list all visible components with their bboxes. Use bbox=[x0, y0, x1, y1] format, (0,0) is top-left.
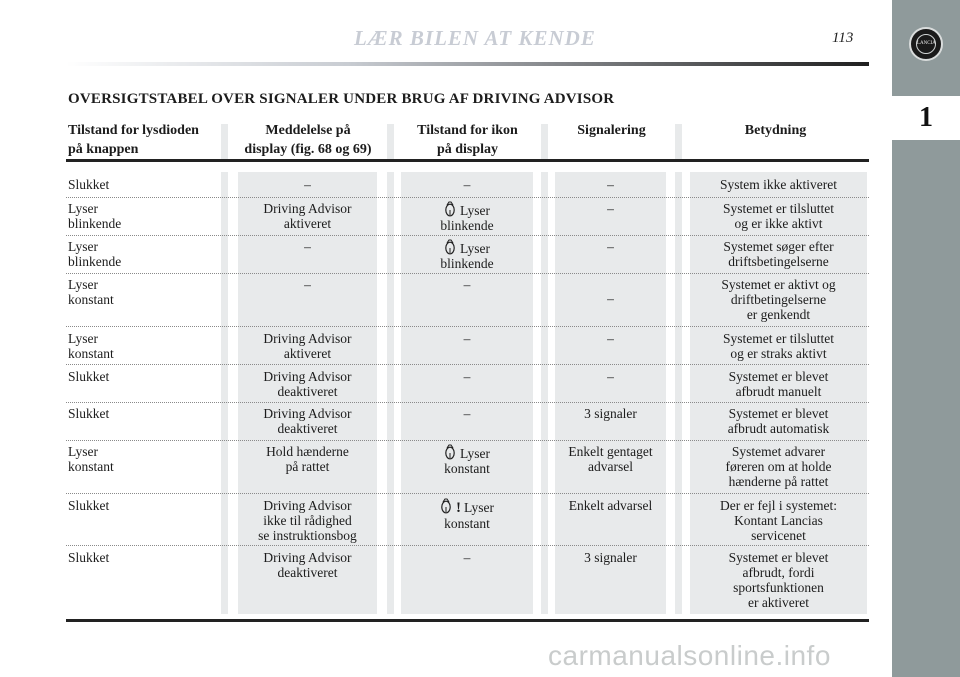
cell-line bbox=[401, 444, 533, 461]
cell-text: Driving Advisor bbox=[263, 201, 352, 216]
cell-text: Slukket bbox=[68, 406, 110, 421]
cell-text: Systemet advarer bbox=[731, 444, 826, 459]
cell-line bbox=[555, 550, 666, 565]
row-divider bbox=[66, 545, 869, 546]
icon-state-cell bbox=[401, 177, 533, 192]
chapter-tab bbox=[892, 0, 960, 677]
signal-cell bbox=[555, 369, 666, 384]
meaning-cell bbox=[690, 239, 867, 269]
column-header-line: Tilstand for lysdioden bbox=[68, 123, 199, 138]
chapter-tab-bottom bbox=[892, 140, 960, 677]
meaning-cell bbox=[690, 444, 867, 489]
cell-line bbox=[68, 239, 218, 254]
led-state-cell bbox=[68, 369, 218, 384]
cell-line bbox=[690, 369, 867, 384]
meaning-cell bbox=[690, 550, 867, 610]
column-separator bbox=[221, 172, 228, 614]
icon-state-cell bbox=[401, 444, 533, 476]
cell-text: Kontant Lancias bbox=[734, 513, 823, 528]
display-message-cell bbox=[238, 331, 377, 361]
cell-line bbox=[555, 406, 666, 421]
row-divider bbox=[66, 364, 869, 365]
display-message-cell bbox=[238, 277, 377, 292]
cell-text: Driving Advisor bbox=[263, 331, 352, 346]
cell-text: – bbox=[607, 177, 614, 192]
cell-line bbox=[68, 498, 218, 513]
cell-text: blinkende bbox=[440, 218, 494, 233]
cell-text: Lyser bbox=[68, 277, 98, 292]
column-header-line: på display bbox=[436, 142, 499, 157]
cell-text: Driving Advisor bbox=[263, 406, 352, 421]
cell-text: Systemet er blevet bbox=[728, 406, 829, 421]
cell-text: og er straks aktivt bbox=[730, 346, 827, 361]
cell-line bbox=[555, 331, 666, 346]
cell-line bbox=[401, 369, 533, 384]
cell-line bbox=[555, 291, 666, 306]
cell-text: driftbetingelserne bbox=[730, 292, 827, 307]
signal-cell bbox=[555, 201, 666, 216]
cell-text: Systemet er tilsluttet bbox=[723, 201, 834, 216]
cell-text: Slukket bbox=[68, 550, 110, 565]
cell-text: blinkende bbox=[68, 216, 122, 231]
cell-line bbox=[401, 406, 533, 421]
header-separator bbox=[675, 124, 682, 160]
column-header-signal bbox=[548, 121, 675, 140]
cell-text: på rattet bbox=[285, 459, 330, 474]
cell-line bbox=[401, 461, 533, 476]
led-state-cell bbox=[68, 406, 218, 421]
cell-text: Der er fejl i systemet: bbox=[720, 498, 837, 513]
display-message-cell bbox=[238, 369, 377, 399]
cell-text: Systemet er blevet bbox=[728, 369, 829, 384]
cell-text: Lyser bbox=[460, 446, 490, 461]
cell-text: konstant bbox=[68, 346, 114, 361]
cell-line bbox=[690, 444, 867, 459]
column-header-line: display (fig. 68 og 69) bbox=[244, 142, 372, 157]
signal-cell bbox=[555, 406, 666, 421]
cell-text: – bbox=[607, 331, 614, 346]
cell-line bbox=[401, 516, 533, 531]
cell-text: deaktiveret bbox=[277, 565, 338, 580]
chapter-tab-top bbox=[892, 0, 960, 96]
column-header-meaning bbox=[682, 121, 869, 140]
column-header-line: på knappen bbox=[68, 142, 139, 157]
row-divider bbox=[66, 402, 869, 403]
fault-exclamation-icon: ! bbox=[456, 500, 461, 516]
cell-line bbox=[238, 550, 377, 565]
signal-cell bbox=[555, 177, 666, 192]
cell-line bbox=[690, 177, 867, 192]
cell-line bbox=[401, 218, 533, 233]
display-message-cell bbox=[238, 444, 377, 474]
cell-line bbox=[690, 406, 867, 421]
cell-line bbox=[690, 421, 867, 436]
cell-line bbox=[401, 277, 533, 292]
cell-text: Lyser bbox=[68, 201, 98, 216]
cell-line bbox=[68, 277, 218, 292]
cell-line bbox=[690, 384, 867, 399]
cell-line bbox=[401, 177, 533, 192]
cell-text: konstant bbox=[68, 459, 114, 474]
cell-line bbox=[690, 528, 867, 543]
column-header-led-state bbox=[68, 121, 223, 159]
column-header-line: Signalering bbox=[577, 123, 646, 138]
table-title: OVERSIGTSTABEL OVER SIGNALER UNDER BRUG AF DRIVING ADVISOR bbox=[68, 91, 615, 107]
cell-text: Slukket bbox=[68, 369, 110, 384]
cell-text: Driving Advisor bbox=[263, 498, 352, 513]
cell-text: Driving Advisor bbox=[263, 550, 352, 565]
column-separator bbox=[387, 172, 394, 614]
cell-text: – bbox=[463, 177, 471, 192]
row-divider bbox=[66, 235, 869, 236]
cell-text: Systemet er tilsluttet bbox=[723, 331, 834, 346]
steering-hand-icon bbox=[444, 446, 460, 461]
cell-text: Systemet er blevet bbox=[728, 550, 829, 565]
column-separator bbox=[541, 172, 548, 614]
cell-line bbox=[68, 177, 218, 192]
cell-line bbox=[68, 550, 218, 565]
cell-text: – bbox=[304, 239, 311, 254]
cell-line bbox=[555, 498, 666, 513]
display-message-cell bbox=[238, 406, 377, 436]
cell-text: Enkelt gentaget bbox=[568, 444, 653, 459]
cell-text: Lyser bbox=[464, 500, 494, 515]
signal-cell bbox=[555, 498, 666, 513]
cell-text: – bbox=[607, 369, 614, 384]
cell-text: – bbox=[463, 406, 471, 421]
cell-line bbox=[238, 369, 377, 384]
cell-text: sportsfunktionen bbox=[733, 580, 824, 595]
cell-line bbox=[690, 307, 867, 322]
cell-text: blinkende bbox=[440, 256, 494, 271]
logo-text: LANCIA bbox=[916, 34, 936, 54]
display-message-cell bbox=[238, 498, 377, 543]
meaning-cell bbox=[690, 406, 867, 436]
meaning-cell bbox=[690, 498, 867, 543]
cell-text: servicenet bbox=[751, 528, 806, 543]
cell-text: – bbox=[463, 277, 471, 292]
row-divider bbox=[66, 326, 869, 327]
lancia-logo bbox=[909, 27, 943, 61]
cell-text: konstant bbox=[68, 292, 114, 307]
led-state-cell bbox=[68, 201, 218, 231]
header-separator bbox=[541, 124, 548, 160]
cell-line bbox=[555, 239, 666, 254]
cell-line bbox=[238, 346, 377, 361]
cell-line bbox=[238, 406, 377, 421]
cell-text: hænderne på rattet bbox=[728, 474, 829, 489]
cell-line bbox=[68, 369, 218, 384]
cell-text: Systemet søger efter bbox=[723, 239, 834, 254]
icon-state-cell bbox=[401, 406, 533, 421]
cell-line bbox=[238, 444, 377, 459]
cell-line bbox=[401, 331, 533, 346]
cell-text: aktiveret bbox=[283, 346, 332, 361]
cell-text: Slukket bbox=[68, 177, 110, 192]
cell-text: advarsel bbox=[588, 459, 633, 474]
meaning-cell bbox=[690, 277, 867, 322]
cell-text: afbrudt manuelt bbox=[735, 384, 822, 399]
table-bottom-rule bbox=[66, 619, 869, 622]
signal-cell bbox=[555, 239, 666, 254]
steering-hand-icon bbox=[444, 203, 460, 218]
page-number: 113 bbox=[832, 30, 854, 46]
cell-line bbox=[690, 331, 867, 346]
cell-line bbox=[238, 498, 377, 513]
cell-text: – bbox=[304, 277, 311, 292]
cell-line bbox=[68, 444, 218, 459]
display-message-cell bbox=[238, 201, 377, 231]
icon-state-cell bbox=[401, 331, 533, 346]
cell-line bbox=[555, 177, 666, 192]
icon-state-cell bbox=[401, 239, 533, 271]
cell-text: blinkende bbox=[68, 254, 122, 269]
cell-line bbox=[401, 256, 533, 271]
header-separator bbox=[387, 124, 394, 160]
cell-text: aktiveret bbox=[283, 216, 332, 231]
cell-text: afbrudt, fordi bbox=[742, 565, 815, 580]
cell-line bbox=[68, 292, 218, 307]
steering-hand-icon bbox=[444, 241, 460, 256]
cell-line bbox=[690, 292, 867, 307]
cell-line bbox=[690, 580, 867, 595]
cell-text: – bbox=[463, 331, 471, 346]
icon-state-cell bbox=[401, 277, 533, 292]
display-message-cell bbox=[238, 177, 377, 192]
icon-state-cell bbox=[401, 550, 533, 565]
steering-hand-fault-icon bbox=[440, 500, 456, 515]
cell-text: System ikke aktiveret bbox=[720, 177, 837, 192]
cell-line bbox=[690, 565, 867, 580]
cell-line bbox=[690, 216, 867, 231]
icon-state-cell bbox=[401, 201, 533, 233]
row-divider bbox=[66, 440, 869, 441]
cell-line bbox=[555, 444, 666, 459]
cell-line bbox=[68, 406, 218, 421]
cell-line bbox=[68, 216, 218, 231]
cell-line bbox=[238, 384, 377, 399]
meaning-cell bbox=[690, 369, 867, 399]
cell-line bbox=[690, 474, 867, 489]
display-message-cell bbox=[238, 239, 377, 254]
cell-line bbox=[238, 277, 377, 292]
cell-line bbox=[238, 528, 377, 543]
cell-text: deaktiveret bbox=[277, 421, 338, 436]
column-header-display-message bbox=[228, 121, 388, 159]
cell-text: – bbox=[607, 291, 614, 306]
column-separator bbox=[675, 172, 682, 614]
meaning-cell bbox=[690, 201, 867, 231]
led-state-cell bbox=[68, 239, 218, 269]
row-divider bbox=[66, 273, 869, 274]
cell-text: se instruktionsbog bbox=[258, 528, 357, 543]
cell-line bbox=[690, 513, 867, 528]
cell-text: – bbox=[607, 239, 614, 254]
cell-line bbox=[690, 550, 867, 565]
cell-line bbox=[690, 498, 867, 513]
cell-line bbox=[690, 239, 867, 254]
led-state-cell bbox=[68, 498, 218, 513]
cell-text: konstant bbox=[444, 516, 490, 531]
chapter-number: 1 bbox=[892, 96, 960, 140]
cell-text: deaktiveret bbox=[277, 384, 338, 399]
cell-text: – bbox=[463, 369, 471, 384]
signal-cell bbox=[555, 444, 666, 474]
led-state-cell bbox=[68, 444, 218, 474]
cell-line bbox=[690, 254, 867, 269]
cell-text: Lyser bbox=[460, 203, 490, 218]
cell-text: – bbox=[304, 177, 311, 192]
meaning-cell bbox=[690, 177, 867, 192]
cell-text: 3 signaler bbox=[584, 406, 637, 421]
cell-text: og er ikke aktivt bbox=[734, 216, 823, 231]
cell-line bbox=[555, 201, 666, 216]
cell-text: er genkendt bbox=[746, 307, 811, 322]
cell-text: konstant bbox=[444, 461, 490, 476]
cell-line bbox=[238, 421, 377, 436]
column-header-line: Meddelelse på bbox=[265, 123, 351, 138]
cell-text: Slukket bbox=[68, 498, 110, 513]
cell-line bbox=[68, 254, 218, 269]
cell-text: Systemet er aktivt og bbox=[721, 277, 836, 292]
cell-line bbox=[238, 239, 377, 254]
cell-line bbox=[68, 459, 218, 474]
cell-text: – bbox=[463, 550, 471, 565]
cell-text: driftsbetingelserne bbox=[728, 254, 829, 269]
cell-text: Lyser bbox=[460, 241, 490, 256]
cell-line bbox=[401, 239, 533, 256]
cell-line bbox=[238, 565, 377, 580]
cell-line bbox=[68, 331, 218, 346]
cell-line bbox=[690, 277, 867, 292]
cell-text: – bbox=[607, 201, 614, 216]
cell-line bbox=[555, 459, 666, 474]
column-header-line: Betydning bbox=[744, 123, 807, 138]
led-state-cell bbox=[68, 550, 218, 565]
icon-state-cell bbox=[401, 369, 533, 384]
cell-line bbox=[401, 550, 533, 565]
led-state-cell bbox=[68, 331, 218, 361]
column-header-icon-state bbox=[394, 121, 541, 159]
cell-text: Hold hænderne bbox=[266, 444, 349, 459]
cell-line bbox=[690, 459, 867, 474]
cell-line bbox=[238, 201, 377, 216]
cell-line bbox=[238, 459, 377, 474]
signal-cell bbox=[555, 331, 666, 346]
cell-line bbox=[68, 201, 218, 216]
meaning-cell bbox=[690, 331, 867, 361]
cell-text: Lyser bbox=[68, 239, 98, 254]
cell-line bbox=[401, 201, 533, 218]
header-rule bbox=[66, 62, 869, 66]
cell-line bbox=[238, 513, 377, 528]
cell-line bbox=[238, 177, 377, 192]
watermark: carmanualsonline.info bbox=[548, 640, 831, 671]
cell-text: er aktiveret bbox=[747, 595, 810, 610]
cell-text: Lyser bbox=[68, 444, 98, 459]
signal-cell bbox=[555, 550, 666, 565]
row-divider bbox=[66, 197, 869, 198]
cell-line bbox=[690, 201, 867, 216]
signal-cell bbox=[555, 291, 666, 306]
cell-line bbox=[238, 331, 377, 346]
header-bottom-rule bbox=[66, 159, 869, 162]
cell-text: Lyser bbox=[68, 331, 98, 346]
cell-line bbox=[690, 595, 867, 610]
led-state-cell bbox=[68, 277, 218, 307]
cell-text: Driving Advisor bbox=[263, 369, 352, 384]
page-header-title: LÆR BILEN AT KENDE bbox=[354, 26, 596, 50]
cell-line bbox=[401, 498, 533, 516]
cell-line bbox=[238, 216, 377, 231]
cell-line bbox=[690, 346, 867, 361]
column-header-line: Tilstand for ikon bbox=[417, 123, 518, 138]
cell-text: 3 signaler bbox=[584, 550, 637, 565]
cell-line bbox=[555, 369, 666, 384]
cell-line bbox=[68, 346, 218, 361]
cell-text: ikke til rådighed bbox=[263, 513, 352, 528]
led-state-cell bbox=[68, 177, 218, 192]
icon-state-cell bbox=[401, 498, 533, 531]
cell-text: afbrudt automatisk bbox=[727, 421, 830, 436]
display-message-cell bbox=[238, 550, 377, 580]
cell-text: Enkelt advarsel bbox=[568, 498, 653, 513]
row-divider bbox=[66, 493, 869, 494]
cell-text: føreren om at holde bbox=[725, 459, 832, 474]
